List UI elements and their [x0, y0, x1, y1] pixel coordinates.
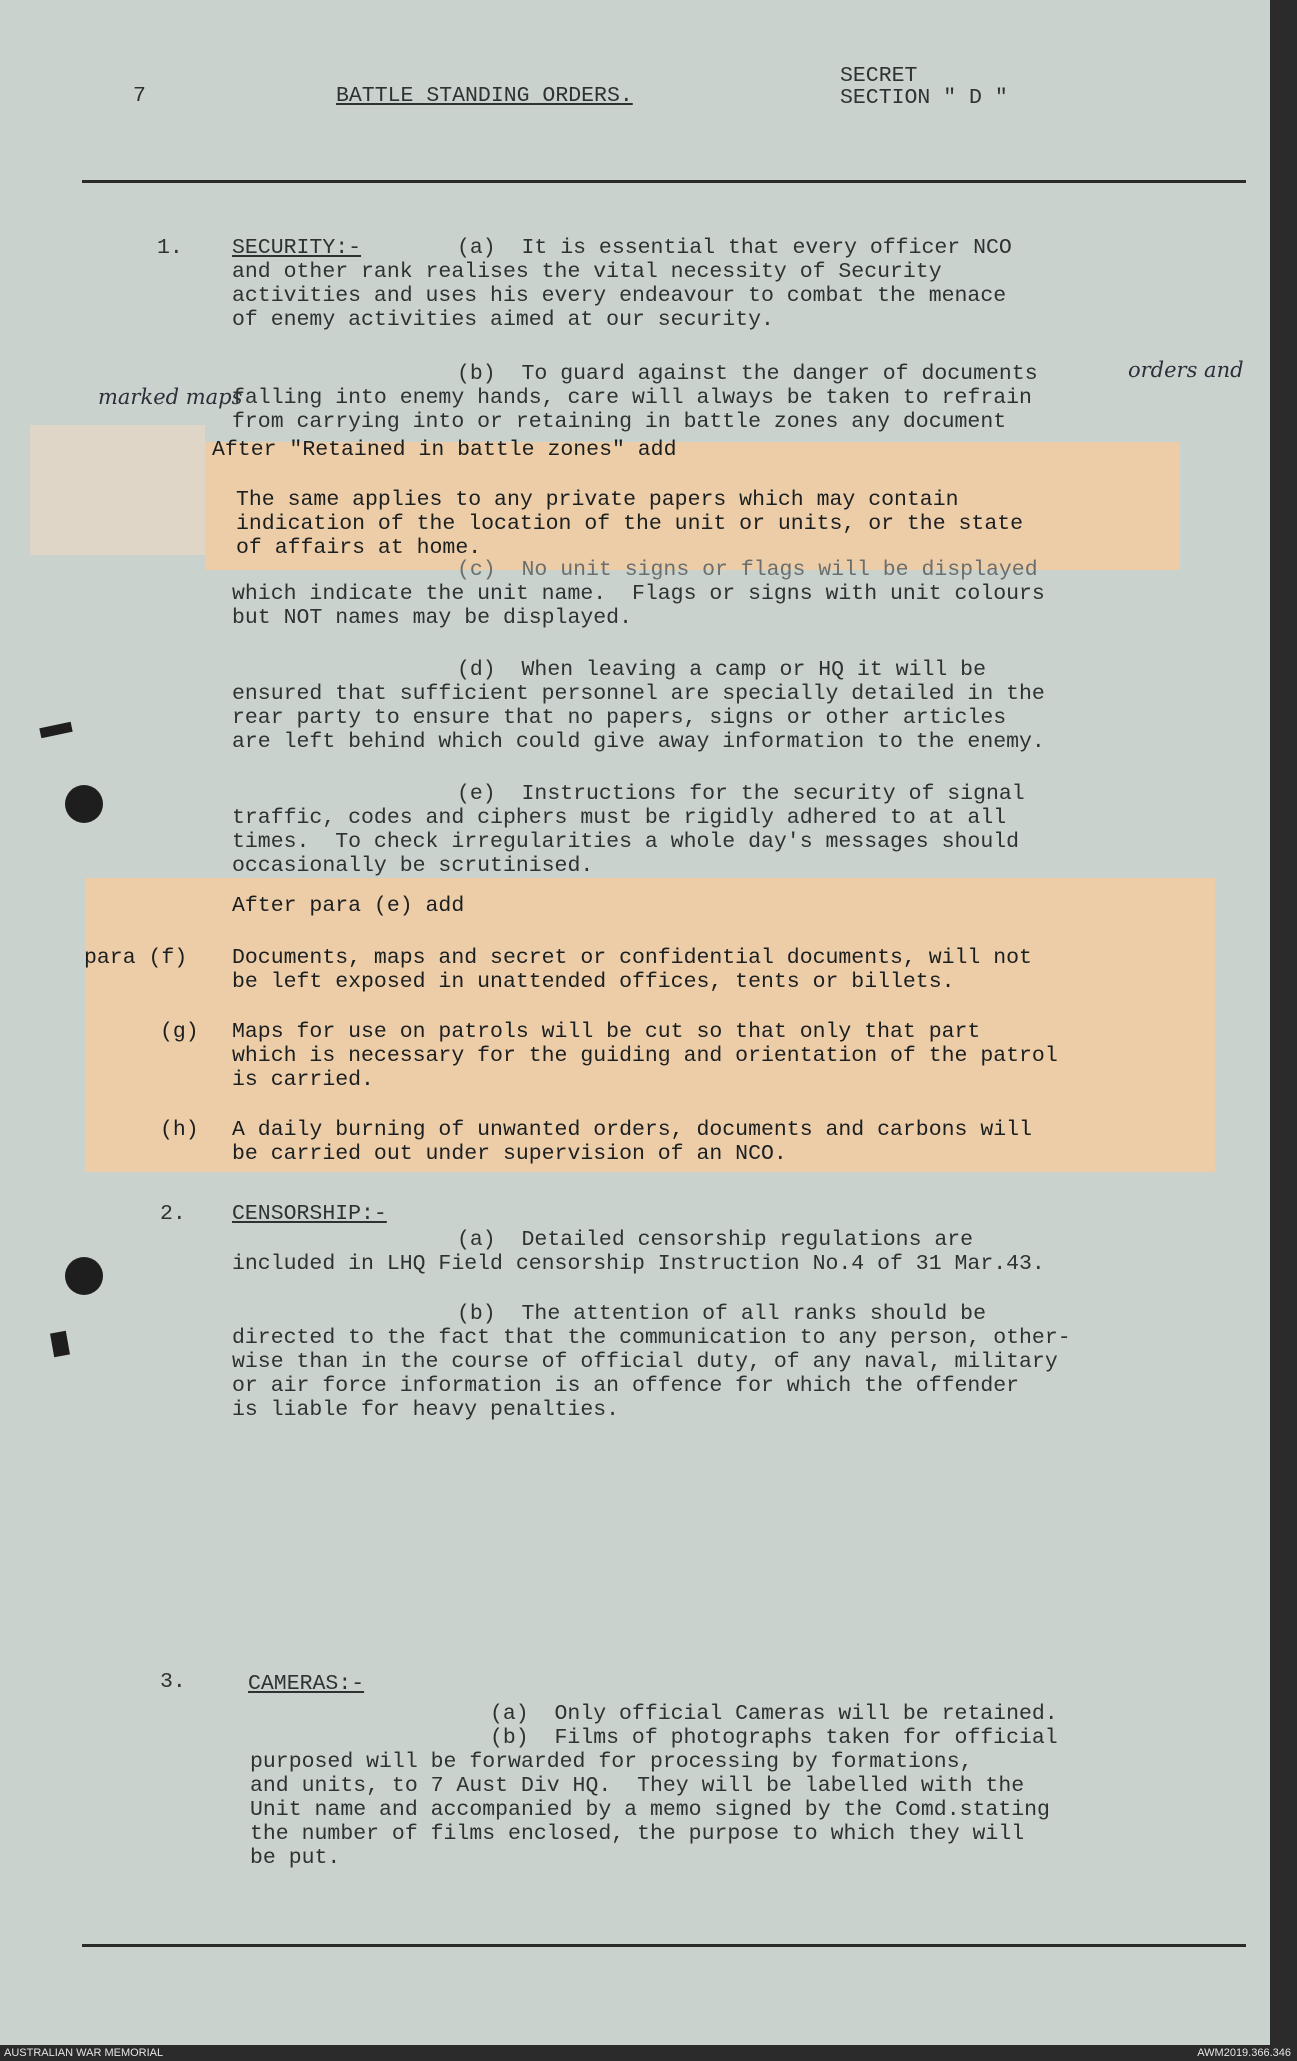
security-para-b-line2: falling into enemy hands, care will always be taken to refrain — [232, 386, 1032, 410]
bottom-rule — [82, 1944, 1246, 1947]
censorship-para-a: (a) Detailed censorship regulations are — [457, 1228, 974, 1252]
document-title: BATTLE STANDING ORDERS. — [336, 84, 633, 108]
censorship-para-b-cont: directed to the fact that the communication to any person, other- wise than in the course of official duty, of any naval, military or air force information is an offence for which the offender is liable for heavy penalties. — [232, 1326, 1071, 1422]
clip-mark-upper — [39, 722, 72, 738]
handwritten-insert-right: orders and — [1128, 358, 1244, 382]
security-para-f: Documents, maps and secret or confidential documents, will not be left exposed in unattended offices, tents or billets. — [232, 946, 1032, 994]
footer-left: AUSTRALIAN WAR MEMORIAL — [4, 2047, 164, 2059]
censorship-para-a-cont: included in LHQ Field censorship Instruction No.4 of 31 Mar.43. — [232, 1252, 1045, 1276]
handwritten-insert-left: marked maps — [98, 385, 243, 409]
page-mark: 7 — [133, 84, 146, 108]
cameras-para-b-cont: purposed will be forwarded for processing by formations, and units, to 7 Aust Div HQ. They will be labelled with the Unit name and accompanied by a memo signed by the Comd.stating the number of films enclosed, the purpose to which they will be put. — [250, 1750, 1050, 1870]
section-heading-security: SECURITY:- — [232, 236, 362, 260]
classification: SECRET — [840, 64, 918, 88]
security-para-e: (e) Instructions for the security of signal traffic, codes and ciphers must be rigidly adhered to at all times. To check irregularities a whole day's messages should occasionally be scrutinised. — [232, 782, 1025, 878]
security-para-h: A daily burning of unwanted orders, documents and carbons will be carried out under supervision of an NCO. — [232, 1118, 1032, 1166]
section-number-2: 2. — [160, 1202, 186, 1226]
security-para-g: Maps for use on patrols will be cut so that only that part which is necessary for the guiding and orientation of the patrol is carried. — [232, 1020, 1058, 1092]
slip-1-body: The same applies to any private papers which may contain indication of the location of the unit or units, or the state of affairs at home. — [236, 488, 1024, 560]
punch-hole-top — [65, 785, 103, 823]
security-para-a: (a) It is essential that every officer NCO and other rank realises the vital necessity of Security activities and uses his every endeavour to combat the menace of enemy activities aimed at our security. — [232, 236, 1012, 332]
cameras-para-a: (a) Only official Cameras will be retained. — [490, 1702, 1058, 1726]
security-para-c-partial: (c) No unit signs or flags will be displayed — [457, 558, 1038, 582]
section-number-3: 3. — [160, 1670, 186, 1694]
section-heading-censorship: CENSORSHIP:- — [232, 1202, 387, 1226]
para-f-label: para (f) — [84, 946, 188, 970]
security-para-b-line1: (b) To guard against the danger of documents — [457, 362, 1038, 386]
para-g-label: (g) — [160, 1020, 199, 1044]
punch-hole-bottom — [65, 1257, 103, 1295]
security-para-b-line3: from carrying into or retaining in battle zones any document — [232, 410, 1007, 434]
top-rule — [82, 180, 1246, 183]
security-para-d: (d) When leaving a camp or HQ it will be ensured that sufficient personnel are specially detailed in the rear party to ensure that no papers, signs or other articles are left behind which could give away information to the enemy. — [232, 658, 1045, 754]
slip-2-heading: After para (e) add — [232, 894, 465, 918]
section-label: SECTION " D " — [840, 86, 1008, 110]
security-para-c: which indicate the unit name. Flags or signs with unit colours but NOT names may be displayed. — [232, 582, 1045, 630]
footer-right: AWM2019.366.346 — [1197, 2047, 1291, 2059]
clip-mark-lower — [50, 1331, 70, 1357]
section-number-1: 1. — [157, 236, 183, 260]
para-h-label: (h) — [160, 1118, 199, 1142]
censorship-para-b: (b) The attention of all ranks should be — [457, 1302, 986, 1326]
cameras-para-b: (b) Films of photographs taken for official — [490, 1726, 1058, 1750]
slip-1-heading: After "Retained in battle zones" add — [212, 438, 677, 462]
pasted-slip-tab — [30, 425, 205, 555]
section-heading-cameras: CAMERAS:- — [248, 1672, 365, 1696]
